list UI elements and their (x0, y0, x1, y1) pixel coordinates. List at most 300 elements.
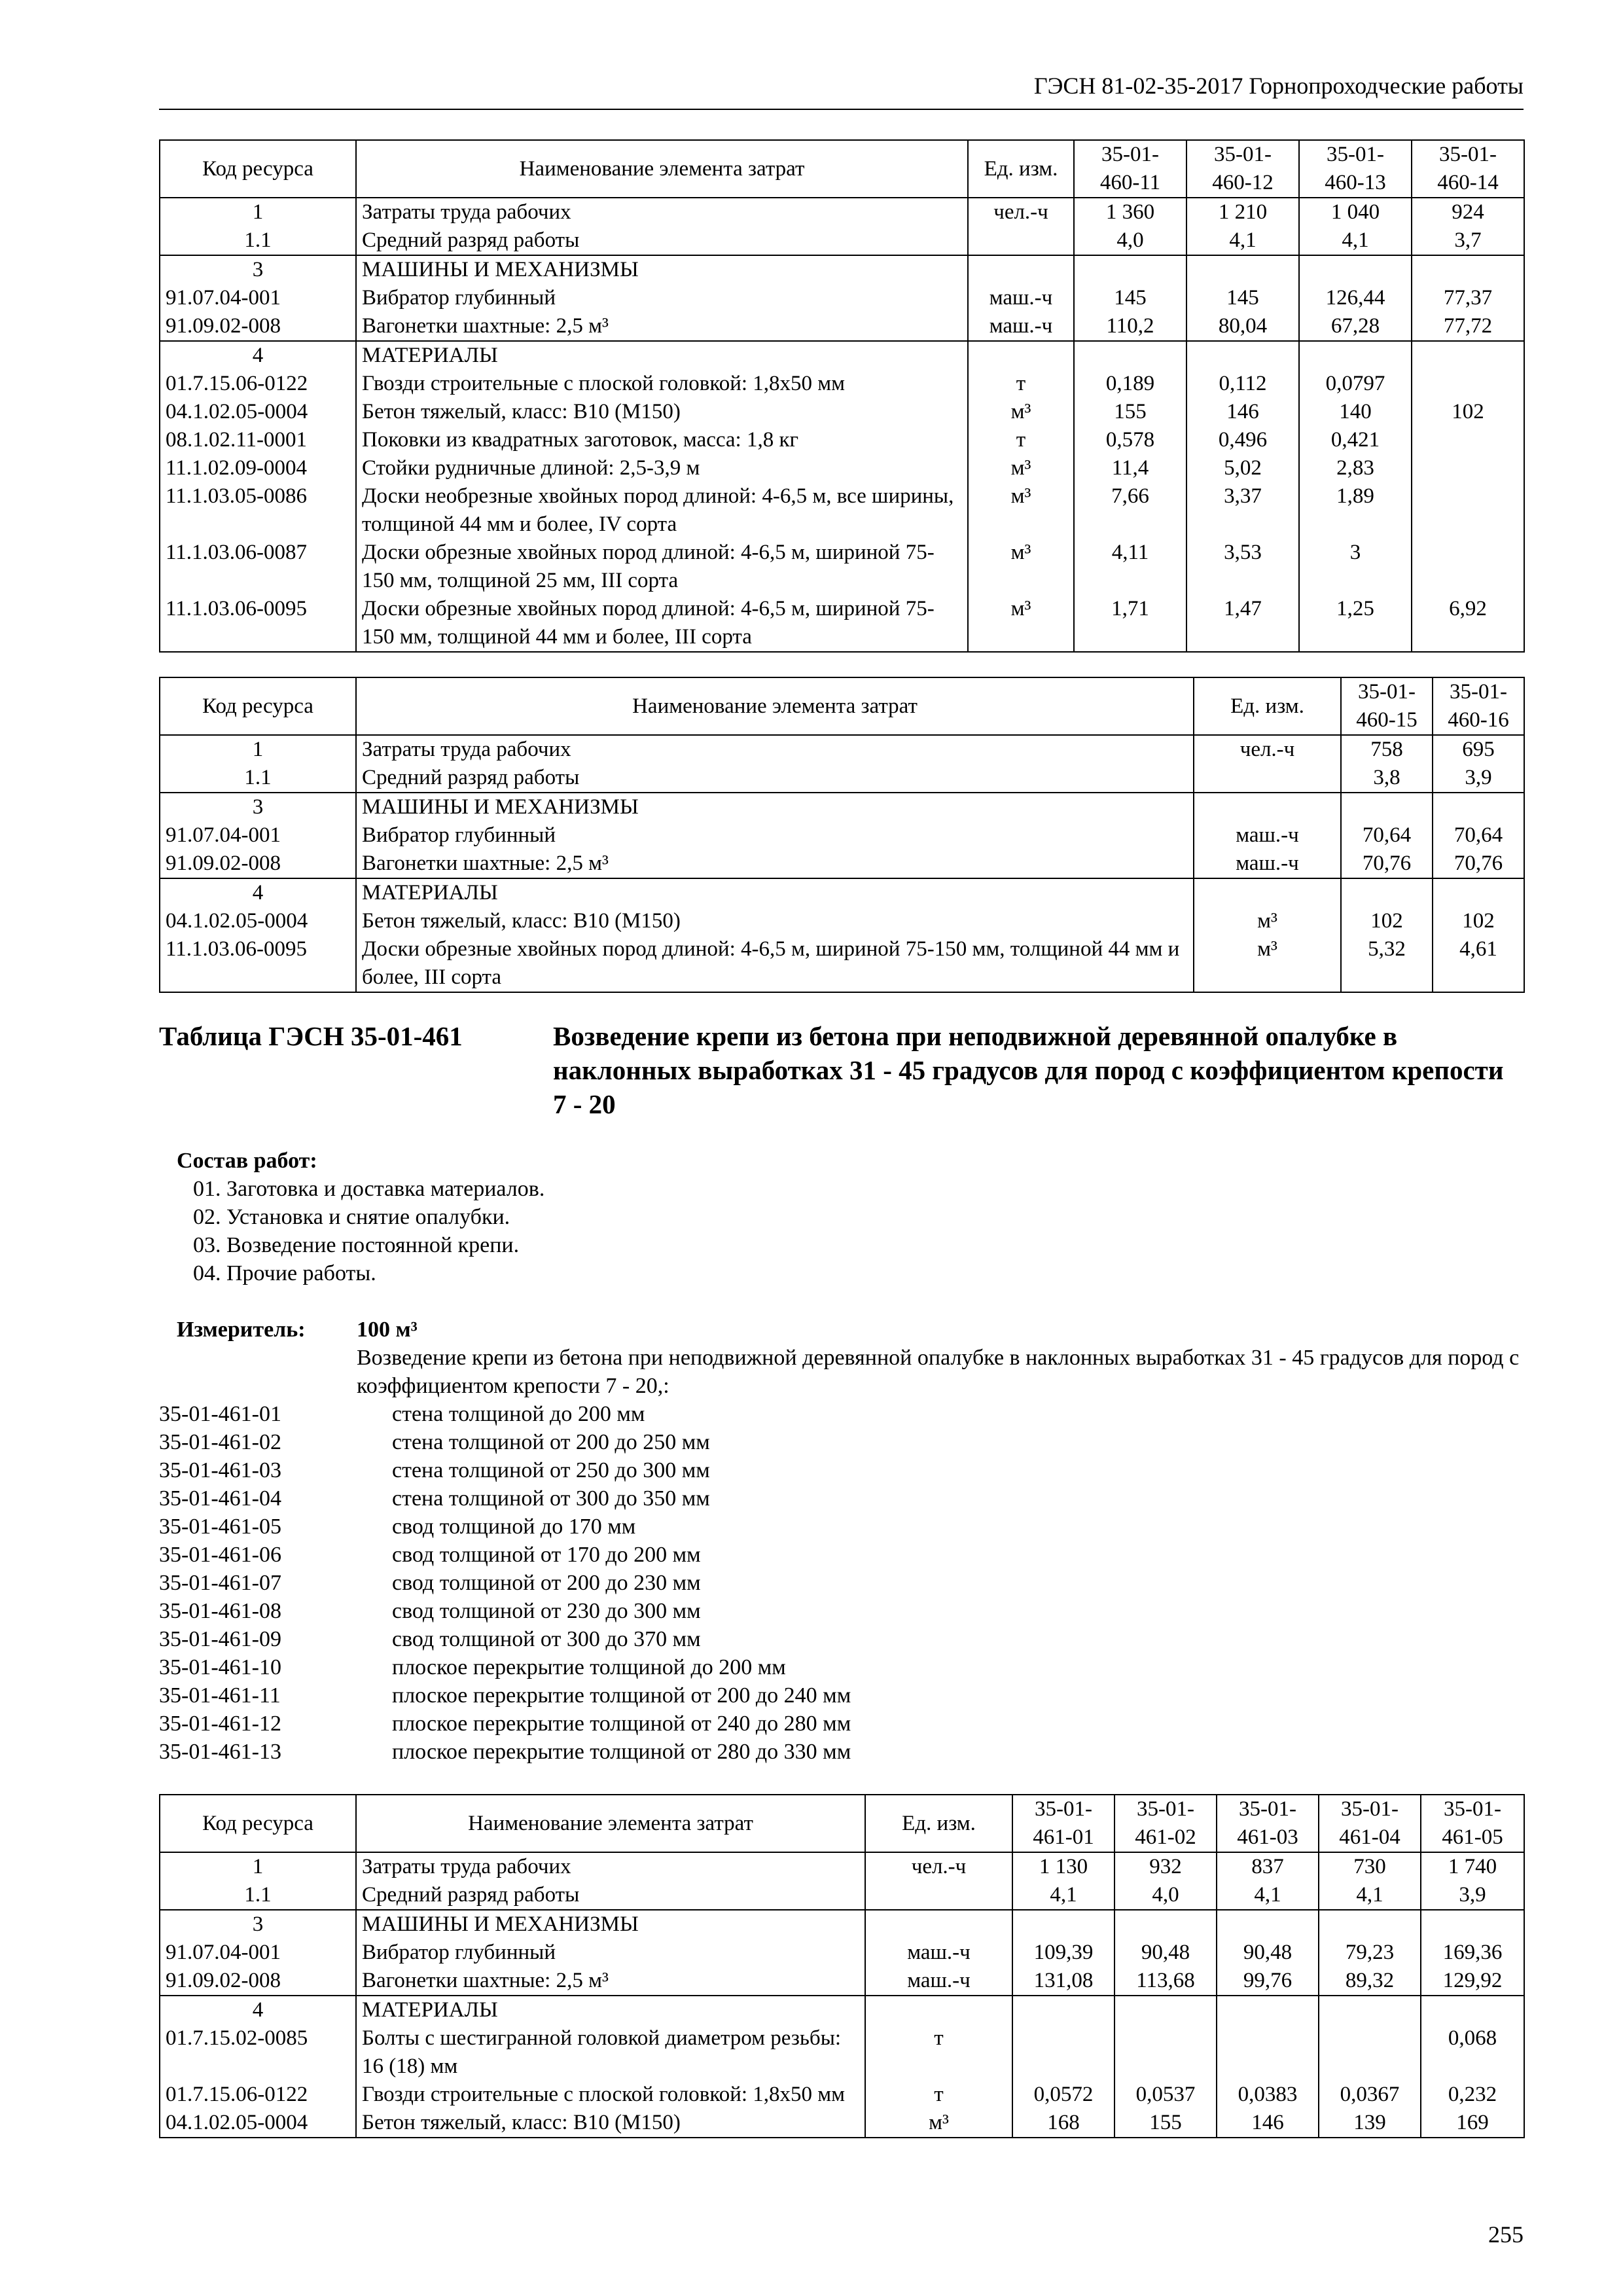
resource-name: Бетон тяжелый, класс: В10 (М150) (356, 398, 968, 426)
value-cell: 5,02 (1186, 454, 1299, 482)
composition-item: 04. Прочие работы. (193, 1261, 376, 1285)
norm-code: 35-01-461-08 (159, 1599, 281, 1623)
value-cell: 3,7 (1412, 226, 1524, 255)
value-cell: 6,92 (1412, 595, 1524, 652)
value-cell: 90,48 (1115, 1939, 1217, 1967)
resource-name: Доски необрезные хвойных пород длиной: 4-6,5 м, все ширины, толщиной 44 мм и более, IV сорта (356, 482, 968, 539)
page-number: 255 (1488, 2221, 1524, 2248)
norm-code: 35-01-461-03 (159, 1458, 281, 1482)
unit-cell: т (865, 2081, 1012, 2109)
value-cell: 79,23 (1319, 1939, 1421, 1967)
value-cell: 155 (1115, 2109, 1217, 2138)
value-cell: 129,92 (1421, 1967, 1524, 1996)
resource-code: 11.1.03.06-0095 (160, 595, 356, 652)
group-row (160, 735, 1524, 764)
value-cell (1012, 1996, 1115, 2024)
value-cell: 0,189 (1074, 370, 1186, 398)
resource-name: Затраты труда рабочих (356, 1852, 865, 1881)
resource-code: 3 (160, 1910, 356, 1939)
value-cell (1012, 2024, 1115, 2081)
norm-description: свод толщиной от 170 до 200 мм (392, 1543, 701, 1567)
norm-code: 35-01-461-01 (159, 1402, 281, 1426)
column-header: Наименование элемента затрат (356, 677, 1194, 735)
norm-code: 35-01-461-11 (159, 1683, 281, 1708)
value-cell: 90,48 (1217, 1939, 1319, 1967)
norm-code: 35-01-461-09 (159, 1627, 281, 1651)
unit-cell: м³ (1194, 907, 1341, 935)
value-cell: 5,32 (1341, 935, 1433, 992)
unit-cell (1194, 878, 1341, 907)
resource-name: Доски обрезные хвойных пород длиной: 4-6,5 м, шириной 75-150 мм, толщиной 44 мм и более, III сорта (356, 595, 968, 652)
value-cell: 695 (1433, 735, 1524, 764)
unit-cell: чел.-ч (865, 1852, 1012, 1881)
unit-cell: маш.-ч (865, 1967, 1012, 1996)
table-row (160, 2024, 1524, 2081)
code-list-item (159, 1681, 851, 1710)
value-cell: 102 (1412, 398, 1524, 426)
group-row (160, 1852, 1524, 1881)
unit-cell (865, 1910, 1012, 1939)
table-row (160, 1881, 1524, 1910)
value-cell (1217, 2024, 1319, 2081)
resource-code: 4 (160, 1996, 356, 2024)
value-cell: 3,53 (1186, 539, 1299, 595)
resource-code: 91.07.04-001 (160, 284, 356, 312)
norm-column-header: 35-01- 460-11 (1074, 140, 1186, 198)
table-row (160, 539, 1524, 595)
group-row (160, 1910, 1524, 1939)
column-header: Наименование элемента затрат (356, 1795, 865, 1852)
group-row (160, 1996, 1524, 2024)
norm-description: стена толщиной от 200 до 250 мм (392, 1430, 710, 1454)
value-cell: 3,9 (1421, 1881, 1524, 1910)
norm-code-list (159, 1400, 851, 1766)
resource-name: МАШИНЫ И МЕХАНИЗМЫ (356, 793, 1194, 821)
resource-name: МАШИНЫ И МЕХАНИЗМЫ (356, 1910, 865, 1939)
value-cell: 0,496 (1186, 426, 1299, 454)
value-cell: 924 (1412, 198, 1524, 226)
norm-column-header: 35-01- 461-05 (1421, 1795, 1524, 1852)
value-cell: 932 (1115, 1852, 1217, 1881)
resource-name: Доски обрезные хвойных пород длиной: 4-6,5 м, шириной 75-150 мм, толщиной 25 мм, III сорта (356, 539, 968, 595)
group-row (160, 198, 1524, 226)
group-row (160, 341, 1524, 370)
group-row (160, 793, 1524, 821)
value-cell: 2,83 (1299, 454, 1412, 482)
resource-code: 1 (160, 735, 356, 764)
table-row (160, 764, 1524, 793)
value-cell: 102 (1433, 907, 1524, 935)
column-header: Ед. изм. (1194, 677, 1341, 735)
resource-name: Бетон тяжелый, класс: В10 (М150) (356, 907, 1194, 935)
value-cell (1299, 255, 1412, 284)
code-list-item (159, 1653, 851, 1681)
column-header: Код ресурса (160, 140, 356, 198)
resource-name: Вагонетки шахтные: 2,5 м³ (356, 312, 968, 341)
norm-description: плоское перекрытие толщиной от 200 до 240 мм (392, 1683, 851, 1708)
unit-cell: м³ (968, 454, 1074, 482)
resource-name: Доски обрезные хвойных пород длиной: 4-6,5 м, шириной 75-150 мм, толщиной 44 мм и более, III сорта (356, 935, 1194, 992)
row-group (160, 255, 1524, 341)
resource-table-460-11-14 (159, 139, 1525, 653)
resource-code: 08.1.02.11-0001 (160, 426, 356, 454)
resource-code: 01.7.15.06-0122 (160, 370, 356, 398)
code-list-item (159, 1569, 851, 1597)
column-header: Наименование элемента затрат (356, 140, 968, 198)
value-cell: 0,421 (1299, 426, 1412, 454)
value-cell: 1,89 (1299, 482, 1412, 539)
unit-cell: м³ (865, 2109, 1012, 2138)
resource-code: 3 (160, 255, 356, 284)
value-cell: 0,0537 (1115, 2081, 1217, 2109)
value-cell (1186, 341, 1299, 370)
norm-code: 35-01-461-07 (159, 1571, 281, 1595)
norm-column-header: 35-01- 461-04 (1319, 1795, 1421, 1852)
norm-description: свод толщиной от 200 до 230 мм (392, 1571, 701, 1595)
value-cell: 730 (1319, 1852, 1421, 1881)
resource-code: 01.7.15.06-0122 (160, 2081, 356, 2109)
value-cell: 146 (1186, 398, 1299, 426)
norm-code: 35-01-461-04 (159, 1486, 281, 1511)
value-cell (1217, 1910, 1319, 1939)
value-cell (1319, 2024, 1421, 2081)
value-cell: 139 (1319, 2109, 1421, 2138)
resource-name: Вагонетки шахтные: 2,5 м³ (356, 850, 1194, 878)
norm-description: плоское перекрытие толщиной до 200 мм (392, 1655, 786, 1679)
value-cell (1319, 1910, 1421, 1939)
value-cell (1412, 255, 1524, 284)
value-cell: 99,76 (1217, 1967, 1319, 1996)
norm-code: 35-01-461-05 (159, 1515, 281, 1539)
unit-cell: т (968, 426, 1074, 454)
table-row (160, 284, 1524, 312)
value-cell: 4,1 (1186, 226, 1299, 255)
code-list-item (159, 1597, 851, 1625)
value-cell: 0,232 (1421, 2081, 1524, 2109)
norm-description: плоское перекрытие толщиной от 280 до 330 мм (392, 1740, 851, 1764)
resource-name: Средний разряд работы (356, 1881, 865, 1910)
composition-item: 01. Заготовка и доставка материалов. (193, 1177, 545, 1201)
code-list-item (159, 1484, 851, 1513)
value-cell: 109,39 (1012, 1939, 1115, 1967)
value-cell (1412, 454, 1524, 482)
value-cell (1412, 482, 1524, 539)
unit-cell: маш.-ч (968, 284, 1074, 312)
value-cell (1074, 341, 1186, 370)
resource-code: 04.1.02.05-0004 (160, 907, 356, 935)
norm-description: свод толщиной от 230 до 300 мм (392, 1599, 701, 1623)
norm-description: стена толщиной от 300 до 350 мм (392, 1486, 710, 1511)
value-cell: 1 210 (1186, 198, 1299, 226)
value-cell: 0,578 (1074, 426, 1186, 454)
value-cell: 1 040 (1299, 198, 1412, 226)
resource-name: МАТЕРИАЛЫ (356, 1996, 865, 2024)
resource-code: 91.09.02-008 (160, 312, 356, 341)
value-cell: 4,61 (1433, 935, 1524, 992)
row-group (160, 878, 1524, 992)
value-cell (1319, 1996, 1421, 2024)
resource-name: МАТЕРИАЛЫ (356, 341, 968, 370)
unit-cell: маш.-ч (1194, 850, 1341, 878)
resource-name: Затраты труда рабочих (356, 198, 968, 226)
unit-cell (968, 341, 1074, 370)
resource-code: 04.1.02.05-0004 (160, 2109, 356, 2138)
resource-code: 1.1 (160, 1881, 356, 1910)
value-cell: 168 (1012, 2109, 1115, 2138)
norm-column-header: 35-01- 460-14 (1412, 140, 1524, 198)
row-group (160, 1996, 1524, 2138)
value-cell (1115, 1910, 1217, 1939)
column-header: Код ресурса (160, 677, 356, 735)
value-cell: 131,08 (1012, 1967, 1115, 1996)
unit-cell: чел.-ч (968, 198, 1074, 226)
table-row (160, 454, 1524, 482)
resource-code: 3 (160, 793, 356, 821)
column-header: Код ресурса (160, 1795, 356, 1852)
table-row (160, 935, 1524, 992)
value-cell: 146 (1217, 2109, 1319, 2138)
norm-column-header: 35-01- 460-12 (1186, 140, 1299, 198)
value-cell: 11,4 (1074, 454, 1186, 482)
unit-cell: маш.-ч (968, 312, 1074, 341)
value-cell: 4,1 (1299, 226, 1412, 255)
value-cell: 0,0797 (1299, 370, 1412, 398)
value-cell: 1,47 (1186, 595, 1299, 652)
value-cell (1074, 255, 1186, 284)
resource-name: Поковки из квадратных заготовок, масса: 1,8 кг (356, 426, 968, 454)
column-header: Ед. изм. (865, 1795, 1012, 1852)
resource-name: Вагонетки шахтные: 2,5 м³ (356, 1967, 865, 1996)
row-group (160, 341, 1524, 652)
code-list-item (159, 1400, 851, 1428)
unit-cell (968, 226, 1074, 255)
value-cell (1433, 878, 1524, 907)
value-cell (1433, 793, 1524, 821)
value-cell: 3,8 (1341, 764, 1433, 793)
norm-code: 35-01-461-06 (159, 1543, 281, 1567)
value-cell: 3,9 (1433, 764, 1524, 793)
table-row (160, 482, 1524, 539)
composition-title: Состав работ: (177, 1149, 317, 1173)
table-row (160, 821, 1524, 850)
resource-code: 1 (160, 1852, 356, 1881)
resource-name: Вибратор глубинный (356, 821, 1194, 850)
value-cell (1341, 878, 1433, 907)
value-cell: 4,0 (1115, 1881, 1217, 1910)
value-cell: 145 (1074, 284, 1186, 312)
value-cell: 77,72 (1412, 312, 1524, 341)
value-cell: 113,68 (1115, 1967, 1217, 1996)
table-row (160, 1967, 1524, 1996)
value-cell: 126,44 (1299, 284, 1412, 312)
value-cell: 1 130 (1012, 1852, 1115, 1881)
norm-code: 35-01-461-10 (159, 1655, 281, 1679)
table-row (160, 226, 1524, 255)
value-cell: 77,37 (1412, 284, 1524, 312)
resource-name: Средний разряд работы (356, 226, 968, 255)
value-cell: 4,1 (1319, 1881, 1421, 1910)
value-cell: 4,0 (1074, 226, 1186, 255)
value-cell: 4,11 (1074, 539, 1186, 595)
resource-code: 4 (160, 341, 356, 370)
code-list-item (159, 1456, 851, 1484)
value-cell: 0,0383 (1217, 2081, 1319, 2109)
resource-name: МАТЕРИАЛЫ (356, 878, 1194, 907)
value-cell: 110,2 (1074, 312, 1186, 341)
norm-column-header: 35-01- 460-13 (1299, 140, 1412, 198)
value-cell: 70,76 (1341, 850, 1433, 878)
resource-name: Вибратор глубинный (356, 284, 968, 312)
group-row (160, 878, 1524, 907)
table-row (160, 2081, 1524, 2109)
norm-code: 35-01-461-02 (159, 1430, 281, 1454)
value-cell (1421, 1910, 1524, 1939)
row-group (160, 198, 1524, 255)
code-list-item (159, 1513, 851, 1541)
unit-cell (968, 255, 1074, 284)
value-cell: 837 (1217, 1852, 1319, 1881)
norm-description: стена толщиной от 250 до 300 мм (392, 1458, 710, 1482)
value-cell: 1,71 (1074, 595, 1186, 652)
norm-column-header: 35-01- 460-15 (1341, 677, 1433, 735)
value-cell: 89,32 (1319, 1967, 1421, 1996)
code-list-item (159, 1541, 851, 1569)
resource-code: 11.1.03.06-0095 (160, 935, 356, 992)
value-cell: 0,068 (1421, 2024, 1524, 2081)
resource-code: 11.1.02.09-0004 (160, 454, 356, 482)
section-label: Таблица ГЭСН 35-01-461 (159, 1021, 463, 1051)
value-cell: 169,36 (1421, 1939, 1524, 1967)
norm-code: 35-01-461-13 (159, 1740, 281, 1764)
value-cell (1412, 370, 1524, 398)
value-cell: 1 740 (1421, 1852, 1524, 1881)
resource-code: 04.1.02.05-0004 (160, 398, 356, 426)
table-row (160, 595, 1524, 652)
running-header: ГЭСН 81-02-35-2017 Горнопроходческие работы (159, 71, 1524, 110)
resource-name: Гвозди строительные с плоской головкой: 1,8х50 мм (356, 2081, 865, 2109)
row-group (160, 1852, 1524, 1910)
table-row (160, 850, 1524, 878)
norm-column-header: 35-01- 460-16 (1433, 677, 1524, 735)
resource-code: 11.1.03.05-0086 (160, 482, 356, 539)
value-cell: 70,64 (1341, 821, 1433, 850)
code-list-item (159, 1625, 851, 1653)
unit-cell: т (865, 2024, 1012, 2081)
value-cell: 1,25 (1299, 595, 1412, 652)
composition-item: 03. Возведение постоянной крепи. (193, 1233, 520, 1257)
value-cell (1412, 426, 1524, 454)
unit-cell (1194, 793, 1341, 821)
table-row (160, 426, 1524, 454)
unit-cell: м³ (968, 595, 1074, 652)
unit-cell (865, 1996, 1012, 2024)
resource-name: Гвозди строительные с плоской головкой: 1,8х50 мм (356, 370, 968, 398)
resource-table-461-01-05 (159, 1794, 1525, 2138)
resource-code: 91.07.04-001 (160, 821, 356, 850)
unit-cell: м³ (1194, 935, 1341, 992)
unit-cell: чел.-ч (1194, 735, 1341, 764)
norm-description: свод толщиной до 170 мм (392, 1515, 636, 1539)
code-list-item (159, 1738, 851, 1766)
measure-label: Измеритель: (177, 1318, 306, 1342)
unit-cell: м³ (968, 539, 1074, 595)
row-group (160, 793, 1524, 878)
resource-code: 1.1 (160, 764, 356, 793)
norm-code: 35-01-461-12 (159, 1712, 281, 1736)
column-header: Ед. изм. (968, 140, 1074, 198)
value-cell: 70,76 (1433, 850, 1524, 878)
unit-cell: маш.-ч (865, 1939, 1012, 1967)
value-cell: 0,0367 (1319, 2081, 1421, 2109)
resource-name: Стойки рудничные длиной: 2,5-3,9 м (356, 454, 968, 482)
row-group (160, 735, 1524, 793)
resource-code: 11.1.03.06-0087 (160, 539, 356, 595)
value-cell (1412, 539, 1524, 595)
resource-name: Вибратор глубинный (356, 1939, 865, 1967)
value-cell (1186, 255, 1299, 284)
value-cell (1421, 1996, 1524, 2024)
value-cell: 0,112 (1186, 370, 1299, 398)
unit-cell (1194, 764, 1341, 793)
code-list-item (159, 1710, 851, 1738)
unit-cell (865, 1881, 1012, 1910)
resource-name: Затраты труда рабочих (356, 735, 1194, 764)
composition-item: 02. Установка и снятие опалубки. (193, 1205, 510, 1229)
value-cell (1012, 1910, 1115, 1939)
value-cell (1341, 793, 1433, 821)
value-cell (1217, 1996, 1319, 2024)
value-cell: 169 (1421, 2109, 1524, 2138)
value-cell: 102 (1341, 907, 1433, 935)
value-cell: 145 (1186, 284, 1299, 312)
resource-name: МАШИНЫ И МЕХАНИЗМЫ (356, 255, 968, 284)
value-cell: 155 (1074, 398, 1186, 426)
value-cell (1115, 2024, 1217, 2081)
value-cell: 3,37 (1186, 482, 1299, 539)
value-cell: 67,28 (1299, 312, 1412, 341)
value-cell (1299, 341, 1412, 370)
value-cell: 7,66 (1074, 482, 1186, 539)
norm-description: свод толщиной от 300 до 370 мм (392, 1627, 701, 1651)
resource-code: 01.7.15.02-0085 (160, 2024, 356, 2081)
work-composition (177, 1147, 544, 1287)
value-cell: 1 360 (1074, 198, 1186, 226)
unit-cell: м³ (968, 398, 1074, 426)
row-group (160, 1910, 1524, 1996)
table-row (160, 398, 1524, 426)
unit-cell: т (968, 370, 1074, 398)
section-title: Возведение крепи из бетона при неподвижной деревянной опалубке в наклонных выработках 31 - 45 градусов для пород с коэффициентом крепости 7 - 20 (553, 1021, 1504, 1119)
resource-code: 1 (160, 198, 356, 226)
table-row (160, 370, 1524, 398)
value-cell: 70,64 (1433, 821, 1524, 850)
norm-description: плоское перекрытие толщиной от 240 до 280 мм (392, 1712, 851, 1736)
value-cell: 758 (1341, 735, 1433, 764)
unit-cell: маш.-ч (1194, 821, 1341, 850)
table-row (160, 312, 1524, 341)
value-cell: 4,1 (1217, 1881, 1319, 1910)
table-row (160, 2109, 1524, 2138)
measure-description: Возведение крепи из бетона при неподвижной деревянной опалубке в наклонных выработках 31 - 45 градусов для пород с коэффициентом крепости 7 - 20,: (357, 1346, 1520, 1398)
resource-code: 4 (160, 878, 356, 907)
group-row (160, 255, 1524, 284)
norm-column-header: 35-01- 461-02 (1115, 1795, 1217, 1852)
resource-code: 91.09.02-008 (160, 1967, 356, 1996)
value-cell (1412, 341, 1524, 370)
resource-table-460-15-16 (159, 677, 1525, 993)
resource-code: 91.07.04-001 (160, 1939, 356, 1967)
resource-name: Бетон тяжелый, класс: В10 (М150) (356, 2109, 865, 2138)
